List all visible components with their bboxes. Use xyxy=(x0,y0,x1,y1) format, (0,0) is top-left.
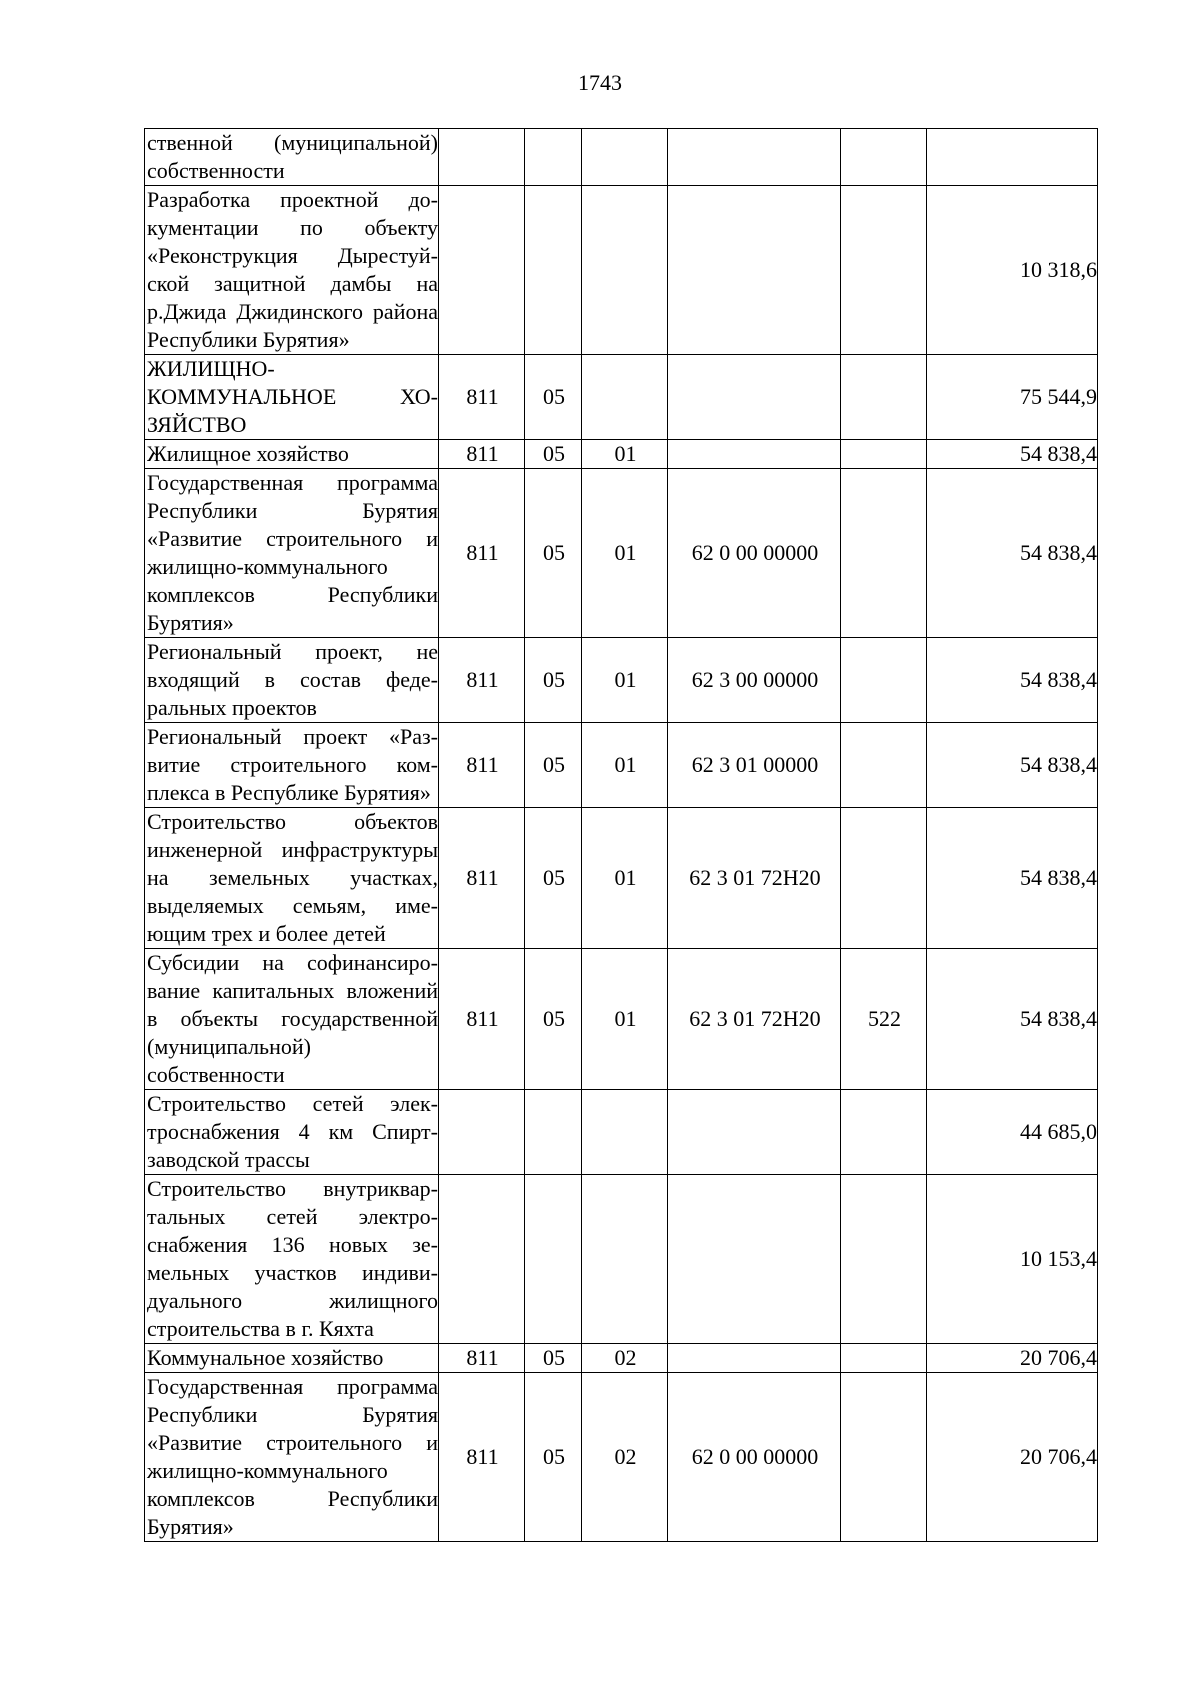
row-rz: 05 xyxy=(525,469,582,638)
row-rz: 05 xyxy=(525,949,582,1090)
row-name: Строительство внутриквартальных сетей электроснабжения 136 новых земельных участков индивидуального жилищного строительства в г. Кяхта xyxy=(145,1175,439,1344)
row-sum xyxy=(927,129,1098,186)
row-sum: 54 838,4 xyxy=(927,808,1098,949)
row-gr xyxy=(439,129,525,186)
row-sum: 44 685,0 xyxy=(927,1090,1098,1175)
row-vr xyxy=(841,469,927,638)
row-pr: 01 xyxy=(582,440,668,469)
row-vr xyxy=(841,1344,927,1373)
row-sum: 54 838,4 xyxy=(927,949,1098,1090)
table-row xyxy=(145,1090,1098,1175)
row-name: Субсидии на софинансирование капитальных вложений в объекты государственной (муниципальной) собственности xyxy=(145,949,439,1090)
row-sum: 54 838,4 xyxy=(927,469,1098,638)
row-name: Разработка проектной документации по объекту «Реконструкция Дырестуйской защитной дамбы на р.Джида Джидинского района Республики Бурятия» xyxy=(145,186,439,355)
row-rz xyxy=(525,1175,582,1344)
table-row xyxy=(145,355,1098,440)
row-csr: 62 3 01 72Н20 xyxy=(668,949,841,1090)
row-gr: 811 xyxy=(439,1344,525,1373)
row-sum: 10 318,6 xyxy=(927,186,1098,355)
row-rz: 05 xyxy=(525,355,582,440)
row-sum: 75 544,9 xyxy=(927,355,1098,440)
row-name: Строительство объектов инженерной инфраструктуры на земельных участках, выделяемых семьям, имеющим трех и более детей xyxy=(145,808,439,949)
row-csr xyxy=(668,1175,841,1344)
row-rz: 05 xyxy=(525,808,582,949)
table-row xyxy=(145,129,1098,186)
row-name: ственной (муниципальной) собственности xyxy=(145,129,439,186)
row-csr: 62 3 00 00000 xyxy=(668,638,841,723)
table-row xyxy=(145,638,1098,723)
table-row xyxy=(145,1175,1098,1344)
row-sum: 54 838,4 xyxy=(927,723,1098,808)
row-csr xyxy=(668,186,841,355)
row-sum: 20 706,4 xyxy=(927,1344,1098,1373)
row-pr xyxy=(582,129,668,186)
row-pr: 01 xyxy=(582,469,668,638)
row-csr xyxy=(668,440,841,469)
row-vr xyxy=(841,1175,927,1344)
row-rz: 05 xyxy=(525,723,582,808)
row-rz: 05 xyxy=(525,638,582,723)
row-rz: 05 xyxy=(525,440,582,469)
row-rz xyxy=(525,186,582,355)
row-pr: 01 xyxy=(582,949,668,1090)
row-vr xyxy=(841,723,927,808)
row-vr xyxy=(841,638,927,723)
row-vr xyxy=(841,440,927,469)
row-gr: 811 xyxy=(439,638,525,723)
table-row xyxy=(145,1344,1098,1373)
row-gr: 811 xyxy=(439,1373,525,1542)
row-vr xyxy=(841,1090,927,1175)
row-vr xyxy=(841,355,927,440)
row-csr xyxy=(668,1090,841,1175)
row-rz: 05 xyxy=(525,1344,582,1373)
row-rz: 05 xyxy=(525,1373,582,1542)
row-gr xyxy=(439,1175,525,1344)
table-row xyxy=(145,723,1098,808)
row-vr xyxy=(841,1373,927,1542)
row-pr: 01 xyxy=(582,638,668,723)
row-sum: 54 838,4 xyxy=(927,638,1098,723)
row-gr: 811 xyxy=(439,469,525,638)
table-row xyxy=(145,949,1098,1090)
row-rz xyxy=(525,129,582,186)
page-number: 1743 xyxy=(578,70,622,95)
row-name: Строительство сетей электроснабжения 4 км Спиртзаводской трассы xyxy=(145,1090,439,1175)
row-pr: 02 xyxy=(582,1373,668,1542)
row-pr: 02 xyxy=(582,1344,668,1373)
table-row xyxy=(145,469,1098,638)
row-csr xyxy=(668,355,841,440)
row-csr: 62 0 00 00000 xyxy=(668,469,841,638)
row-vr xyxy=(841,186,927,355)
row-pr xyxy=(582,186,668,355)
row-vr: 522 xyxy=(841,949,927,1090)
row-name: ЖИЛИЩНО-КОММУНАЛЬНОЕ ХОЗЯЙСТВО xyxy=(145,355,439,440)
row-name: Коммунальное хозяйство xyxy=(145,1344,439,1373)
row-csr xyxy=(668,129,841,186)
row-gr: 811 xyxy=(439,808,525,949)
row-csr: 62 3 01 00000 xyxy=(668,723,841,808)
row-name: Региональный проект, не входящий в состав федеральных проектов xyxy=(145,638,439,723)
row-name: Региональный проект «Развитие строительного комплекса в Республике Бурятия» xyxy=(145,723,439,808)
budget-table xyxy=(144,128,1098,1542)
row-gr: 811 xyxy=(439,440,525,469)
row-csr xyxy=(668,1344,841,1373)
row-csr: 62 3 01 72Н20 xyxy=(668,808,841,949)
row-csr: 62 0 00 00000 xyxy=(668,1373,841,1542)
row-pr xyxy=(582,355,668,440)
table-row xyxy=(145,186,1098,355)
row-gr: 811 xyxy=(439,355,525,440)
table-row xyxy=(145,440,1098,469)
row-gr: 811 xyxy=(439,723,525,808)
row-pr xyxy=(582,1090,668,1175)
row-sum: 54 838,4 xyxy=(927,440,1098,469)
row-vr xyxy=(841,129,927,186)
row-gr xyxy=(439,186,525,355)
row-sum: 20 706,4 xyxy=(927,1373,1098,1542)
row-sum: 10 153,4 xyxy=(927,1175,1098,1344)
row-gr: 811 xyxy=(439,949,525,1090)
row-gr xyxy=(439,1090,525,1175)
row-pr: 01 xyxy=(582,723,668,808)
row-name: Государственная программа Республики Бурятия «Развитие строительного и жилищно-коммунального комплексов Республики Бурятия» xyxy=(145,469,439,638)
row-pr: 01 xyxy=(582,808,668,949)
table-row xyxy=(145,808,1098,949)
row-rz xyxy=(525,1090,582,1175)
row-pr xyxy=(582,1175,668,1344)
row-name: Государственная программа Республики Бурятия «Развитие строительного и жилищно-коммунального комплексов Республики Бурятия» xyxy=(145,1373,439,1542)
table-row xyxy=(145,1373,1098,1542)
row-name: Жилищное хозяйство xyxy=(145,440,439,469)
row-vr xyxy=(841,808,927,949)
